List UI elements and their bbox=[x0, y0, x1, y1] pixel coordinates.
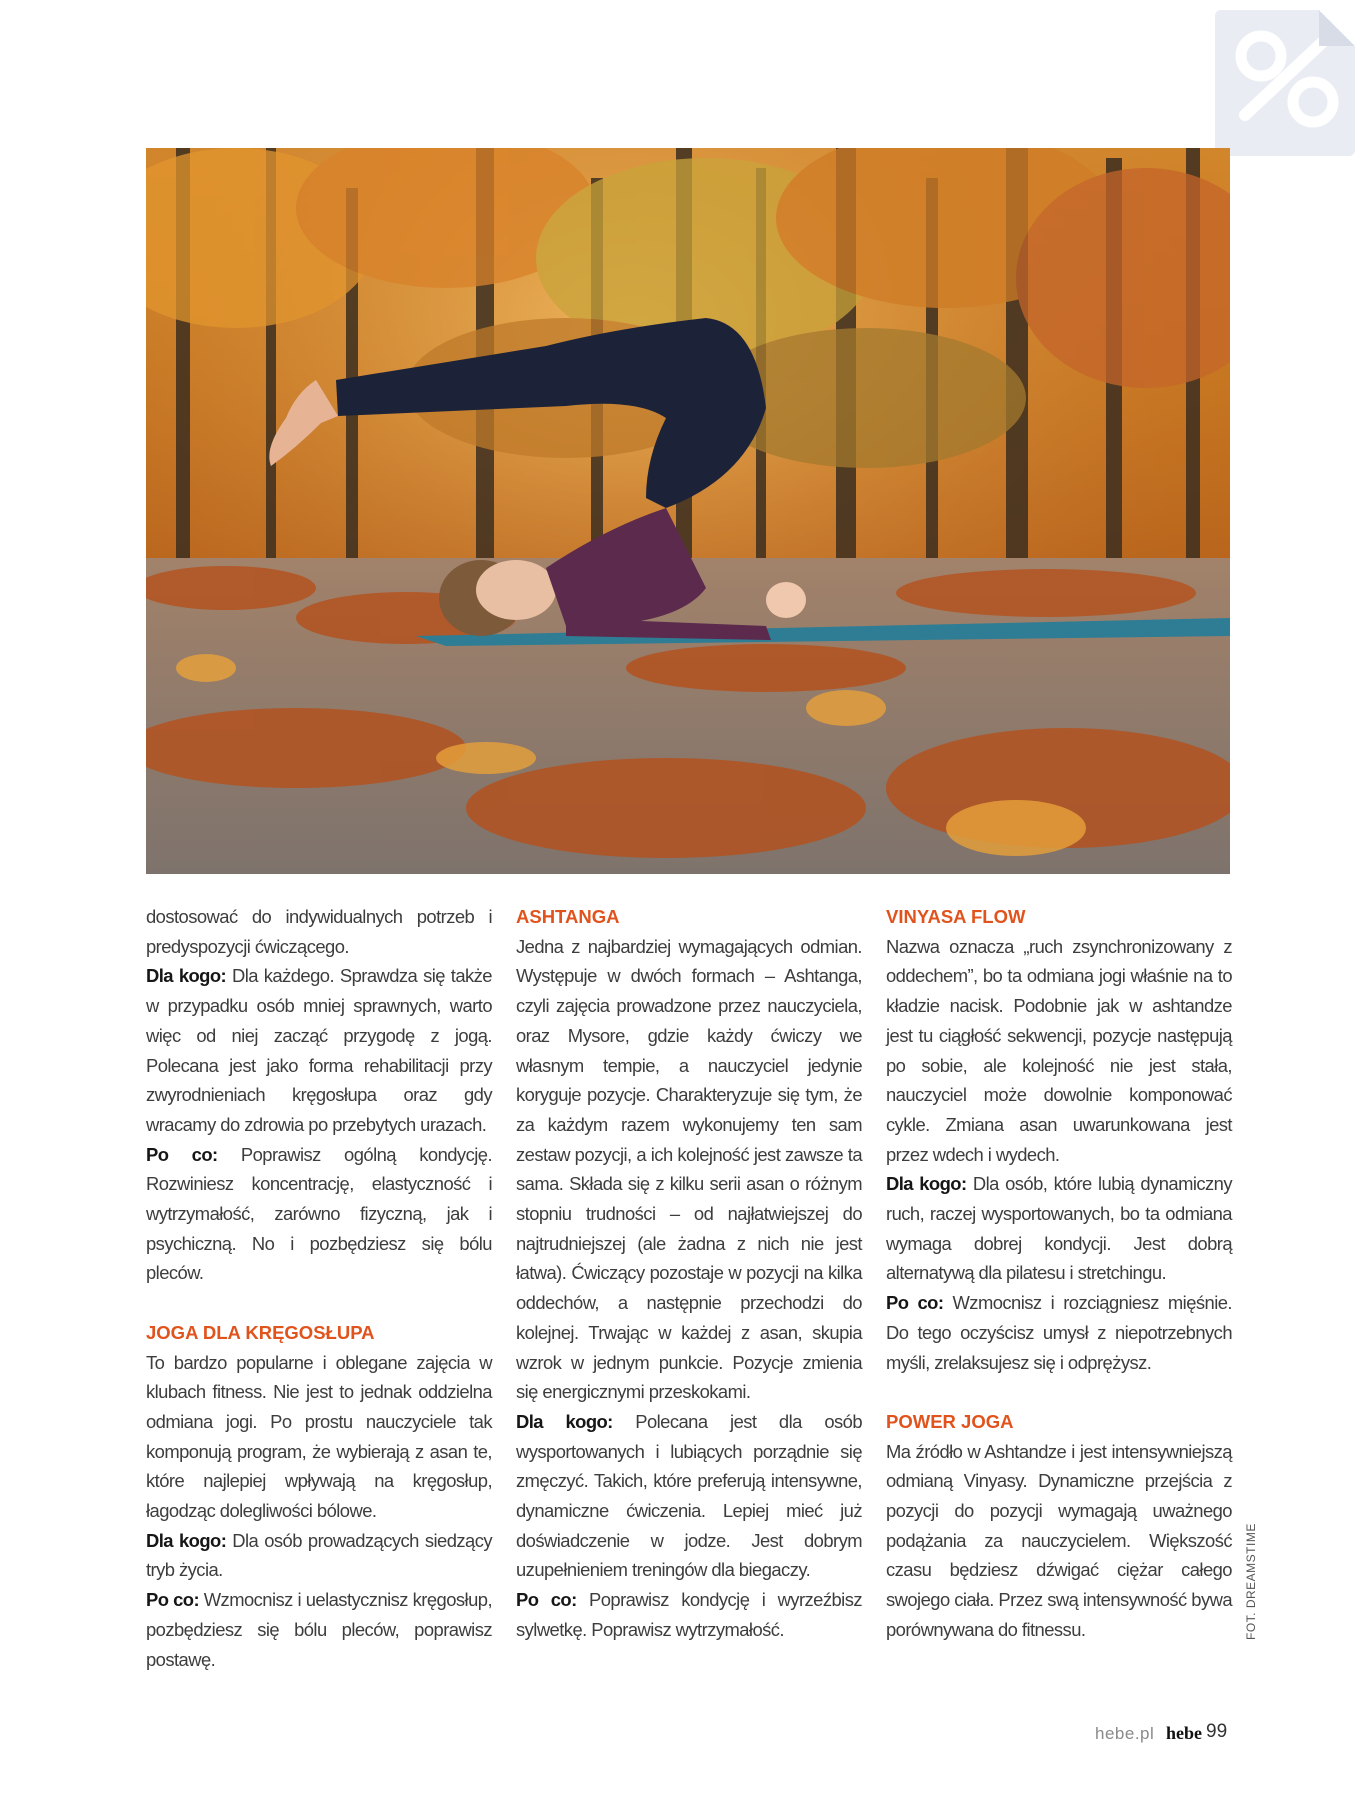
audience-text: Dla osób prowadzących siedzący tryb życia. bbox=[146, 1529, 492, 1581]
benefits-label: Po co: bbox=[146, 1589, 200, 1611]
benefits-text: Poprawisz ogólną kondycję. Rozwiniesz koncentrację, elastyczność i wytrzymałość, zarówno fizyczną, jak i psychiczną. No i pozbędziesz się bólu pleców. bbox=[146, 1143, 492, 1284]
section-heading-ashtanga: ASHTANGA bbox=[516, 906, 620, 927]
benefits-label: Po co: bbox=[146, 1143, 218, 1165]
yoga-plow-pose-photo bbox=[146, 148, 1230, 874]
section-audience bbox=[146, 1526, 492, 1585]
intro-audience bbox=[146, 961, 492, 1139]
audience-label: Dla kogo: bbox=[886, 1173, 967, 1195]
text-column-1 bbox=[146, 902, 492, 1674]
section-heading-vinyasa-flow: VINYASA FLOW bbox=[886, 906, 1026, 927]
section-heading-joga-dla-kregoslupa: JOGA DLA KRĘGOSŁUPA bbox=[146, 1321, 375, 1343]
text-column-3 bbox=[886, 902, 1232, 1645]
section-heading-power-joga: POWER JOGA bbox=[886, 1410, 1014, 1432]
percent-badge-icon bbox=[1215, 10, 1355, 156]
footer-site-link[interactable]: hebe.pl bbox=[1095, 1724, 1155, 1743]
photo-credit: FOT. DREAMSTIME bbox=[1244, 1523, 1258, 1640]
audience-label: Dla kogo: bbox=[146, 1529, 227, 1551]
section-audience bbox=[886, 1169, 1232, 1288]
benefits-text: Wzmocnisz i uelastycznisz kręgosłup, pozbędziesz się bólu pleców, poprawisz postawę. bbox=[146, 1589, 492, 1670]
audience-text: Dla każdego. Sprawdza się także w przypadku osób mniej sprawnych, warto więc od niej zacząć przygodę z jogą. Polecana jest jako forma rehabilitacji przy zwyrodnieniach kręgosłupa oraz gdy wracamy do zdrowia po przebytych urazach. bbox=[146, 965, 492, 1135]
section-benefits bbox=[516, 1585, 862, 1644]
audience-text: Dla osób, które lubią dynamiczny ruch, raczej wysportowanych, bo ta odmiana wymaga dobrej kondycji. Jest dobrą alternatywą dla pilatesu i stretchingu. bbox=[886, 1173, 1232, 1284]
section-benefits bbox=[886, 1288, 1232, 1377]
section-body: Nazwa oznacza „ruch zsynchronizowany z oddechem”, bo ta odmiana jogi właśnie na to kładzie nacisk. Podobnie jak w ashtandze jest tu ciągłość sekwencji, pozycje następują po sobie, ale kolejność nie jest stała, nauczyciel może dowolnie komponować cykle. Zmiana asan uwarunkowana jest przez wdech i wydech. bbox=[886, 935, 1232, 1165]
benefits-label: Po co: bbox=[516, 1589, 577, 1611]
section-audience bbox=[516, 1407, 862, 1585]
footer-brand-logo: hebe bbox=[1166, 1723, 1202, 1743]
audience-label: Dla kogo: bbox=[146, 965, 227, 987]
text-column-2 bbox=[516, 902, 862, 1645]
benefits-text: Wzmocnisz i rozciągniesz mięśnie. Do tego oczyścisz umysł z niepotrzebnych myśli, zrelaksujesz się i odprężysz. bbox=[886, 1292, 1232, 1373]
section-body: Ma źródło w Ashtandze i jest intensywniejszą odmianą Vinyasy. Dynamiczne przejścia z pozycji do pozycji wymagają uważnego podążania za nauczycielem. Większość czasu będziesz dźwigać ciężar całego swojego ciała. Przez swą intensywność bywa porównywana do fitnessu. bbox=[886, 1440, 1232, 1640]
page-number: 99 bbox=[1206, 1721, 1228, 1742]
audience-label: Dla kogo: bbox=[516, 1410, 613, 1432]
intro-paragraph: dostosować do indywidualnych potrzeb i predyspozycji ćwiczącego. bbox=[146, 906, 492, 957]
audience-text: Polecana jest dla osób wysportowanych i lubiących porządnie się zmęczyć. Takich, które preferują intensywne, dynamiczne ćwiczenia. Lepiej mieć już doświadczenie w jodze. Jest dobrym uzupełnieniem treningów dla biegaczy. bbox=[516, 1410, 862, 1581]
section-body: To bardzo popularne i oblegane zajęcia w klubach fitness. Nie jest to jednak oddzielna odmiana jogi. Po prostu nauczyciele tak komponują program, że wybierają z asan te, które najlepiej wpływają na kręgosłup, łagodząc dolegliwości bólowe. bbox=[146, 1351, 492, 1522]
section-benefits bbox=[146, 1585, 492, 1674]
section-body: Jedna z najbardziej wymagających odmian. Występuje w dwóch formach – Ashtanga, czyli zajęcia prowadzone przez nauczyciela, oraz Mysore, gdzie każdy ćwiczy we własnym tempie, a nauczyciel jedynie koryguje pozycje. Charakteryzuje się tym, że za każdym razem wykonujemy ten sam zestaw pozycji, a ich kolejność jest zawsze ta sama. Składa się z kilku serii asan o różnym stopniu trudności – od najłatwiejszej do najtrudniejszej (ale żadna z nich nie jest łatwa). Ćwiczący pozostaje w pozycji na kilka oddechów, a następnie przechodzi do kolejnej. Trwając w każdej z asan, skupia wzrok w jednym punkcie. Pozycje zmienia się energicznymi przeskokami. bbox=[516, 935, 862, 1403]
benefits-text: Poprawisz kondycję i wyrzeźbisz sylwetkę. Poprawisz wytrzymałość. bbox=[516, 1589, 862, 1640]
benefits-label: Po co: bbox=[886, 1292, 944, 1314]
intro-benefits bbox=[146, 1140, 492, 1289]
